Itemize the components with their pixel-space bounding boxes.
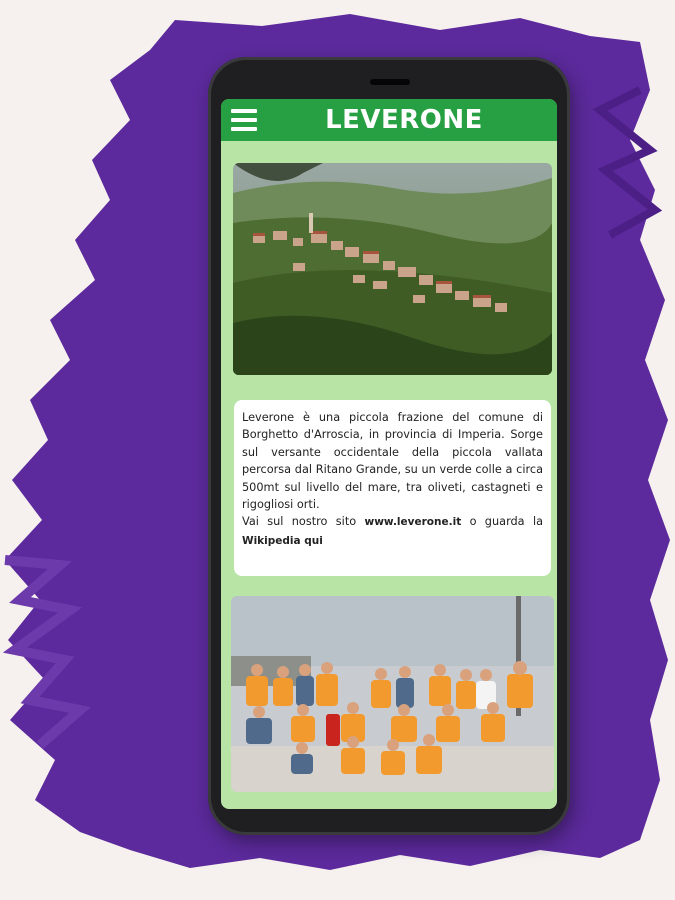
phone-speaker (370, 79, 410, 85)
app-header (221, 99, 557, 141)
app-screen (221, 99, 557, 809)
visit-prefix: Vai sul nostro sito (242, 515, 357, 529)
group-photo (231, 596, 554, 792)
visit-middle: o guarda la (469, 515, 544, 529)
app-title: LEVERONE (325, 105, 483, 135)
description-card (234, 400, 551, 576)
hamburger-menu-icon[interactable] (231, 109, 257, 131)
description-paragraph: Leverone è una piccola frazione del comune di Borghetto d'Arroscia, in provincia di Imperia. Sorge sul versante occidentale della piccola vallata percorsa dal Ritano Grande, su un verde colle a circa 500mt sul livello del mare, tra oliveti, castagneti e rigogliosi orti. (242, 411, 543, 512)
wikipedia-link[interactable]: Wikipedia qui (242, 534, 323, 547)
phone-frame (208, 57, 570, 835)
village-photo (233, 163, 552, 375)
visit-line (242, 513, 543, 550)
site-link[interactable]: www.leverone.it (364, 516, 462, 529)
